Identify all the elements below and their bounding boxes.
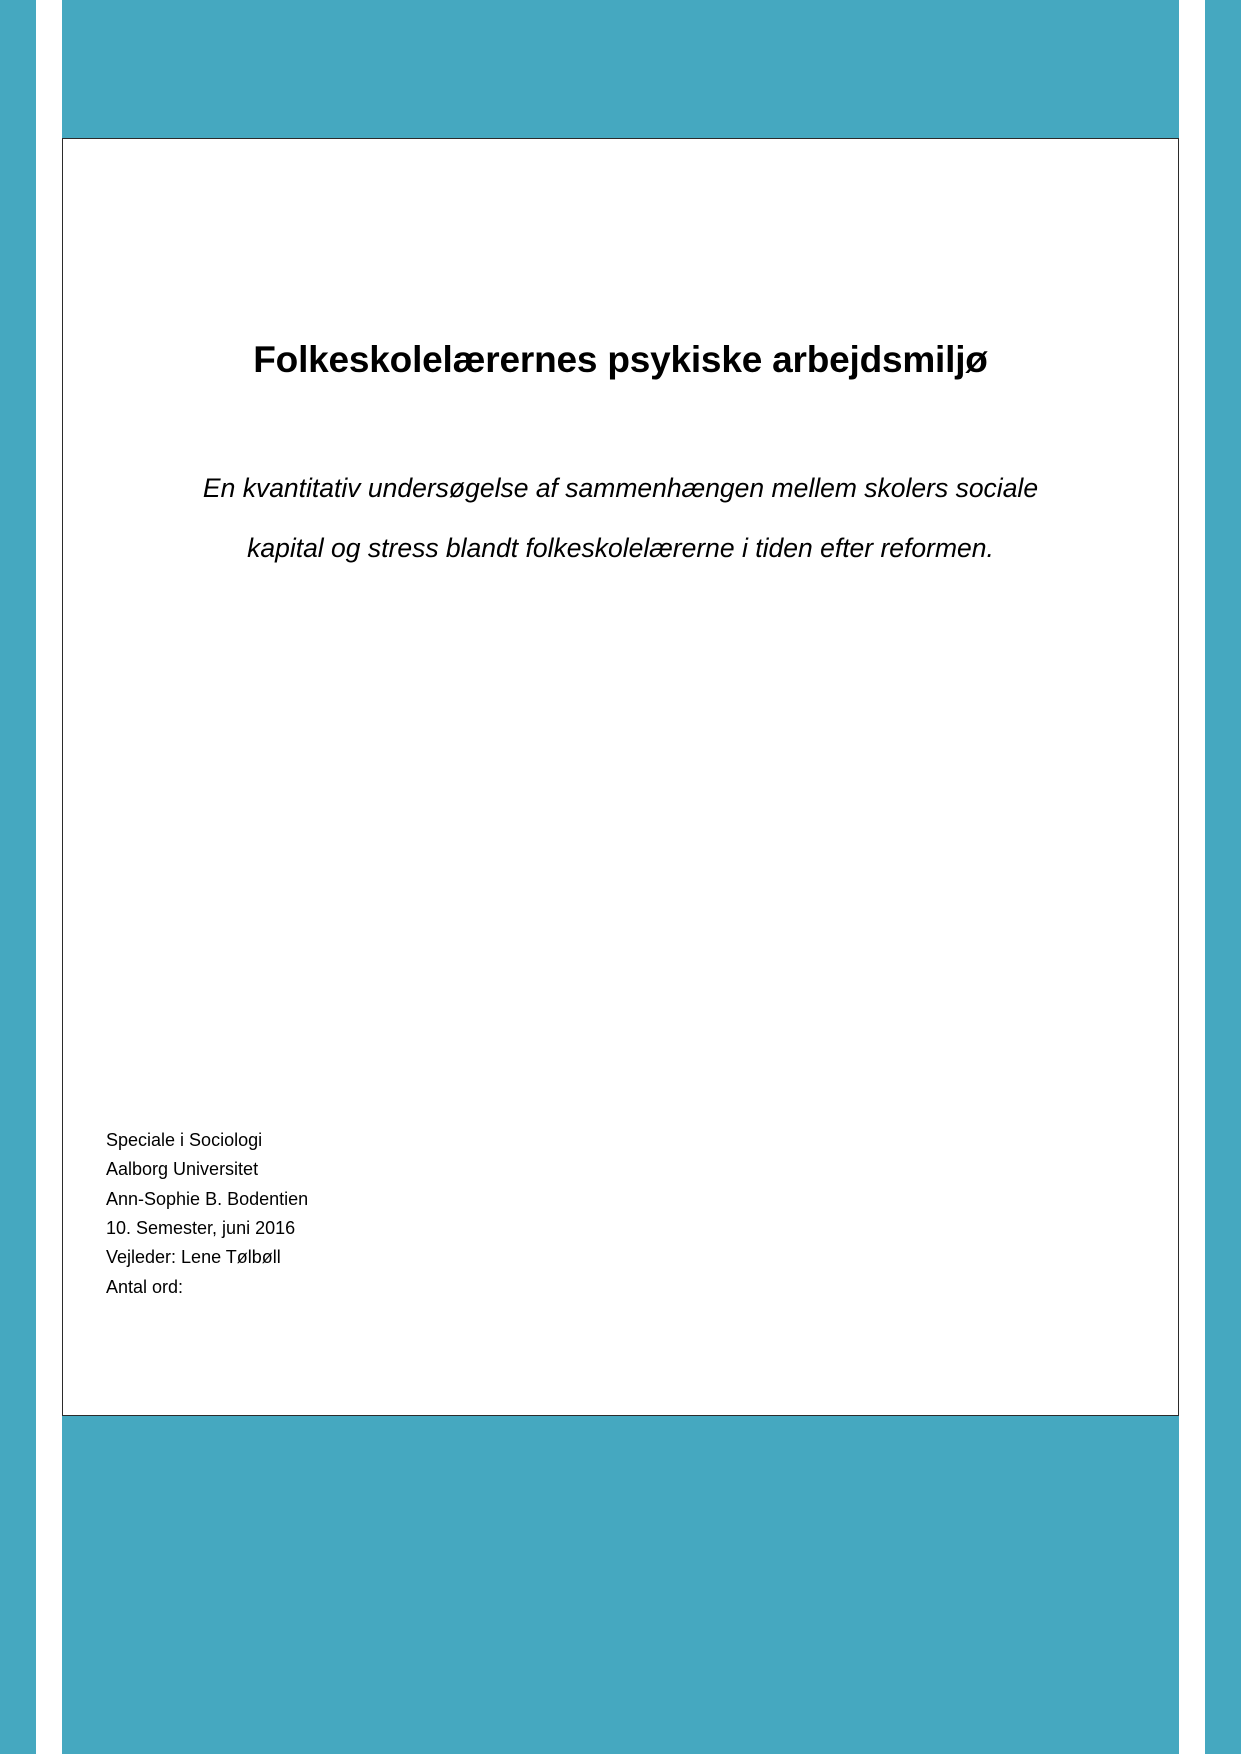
content-sheet [62,138,1179,1416]
metadata-line: Antal ord: [106,1276,184,1297]
left-gutter [36,0,62,1754]
metadata-line: Vejleder: Lene Tølbøll [106,1247,281,1268]
subtitle-line: En kvantitativ undersøgelse af sammenhængen mellem skolers sociale [202,473,1039,503]
subtitle-line: kapital og stress blandt folkeskolelærerne i tiden efter reformen. [247,532,994,563]
decorative-right-bar [1205,0,1241,1754]
right-gutter [1179,0,1205,1754]
metadata-line: Speciale i Sociologi [106,1130,263,1151]
page-subtitle [118,459,1123,578]
metadata-line: Ann-Sophie B. Bodentien [106,1188,309,1209]
decorative-left-bar [0,0,36,1754]
metadata-block [106,1126,308,1302]
metadata-line: 10. Semester, juni 2016 [106,1218,296,1239]
decorative-bottom-bar [62,1416,1179,1754]
decorative-top-bar [62,0,1179,138]
page-title: Folkeskolelærernes psykiske arbejdsmiljø [253,338,988,380]
metadata-line: Aalborg Universitet [106,1159,259,1180]
